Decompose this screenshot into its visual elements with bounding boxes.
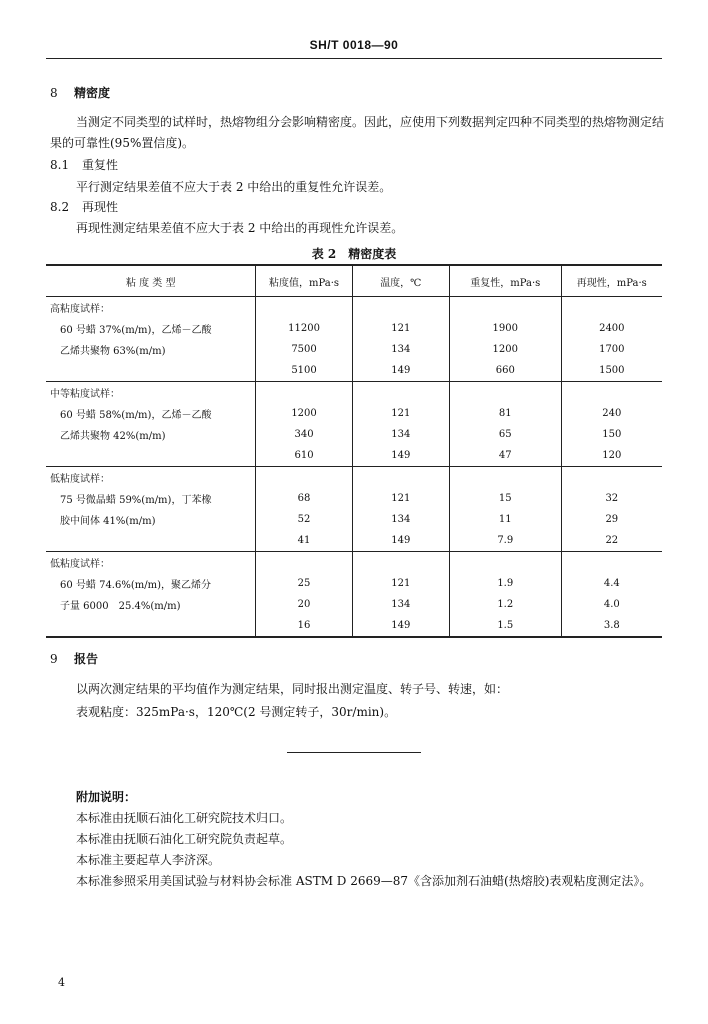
group-description [46, 360, 256, 382]
column-header-repeatability: 重复性，mPa·s [449, 265, 561, 297]
group-title: 高粘度试样： [50, 304, 110, 315]
table-row [46, 509, 662, 530]
section-9-example: 表观粘度：325mPa·s，120℃(2 号测定转子，30r/min)。 [76, 705, 397, 719]
temperature-cell: 149 [352, 445, 449, 467]
reproducibility-cell: 2400 [561, 318, 662, 339]
section-8-heading [50, 84, 110, 101]
table-row [46, 339, 662, 360]
subsection-8-1-heading [50, 156, 118, 173]
repeatability-cell: 660 [449, 360, 561, 382]
temperature-cell: 134 [352, 509, 449, 530]
group-title: 低粘度试样： [50, 474, 110, 485]
column-header-viscosity: 粘度值，mPa·s [256, 265, 352, 297]
section-9-text: 以两次测定结果的平均值作为测定结果，同时报出测定温度、转子号、转速，如： [76, 682, 509, 696]
table-caption: 表 2 精密度表 [311, 247, 397, 261]
reproducibility-cell: 240 [561, 403, 662, 424]
temperature-cell: 149 [352, 360, 449, 382]
table-row [46, 594, 662, 615]
notes-divider [287, 752, 421, 753]
section-8-title: 精密度 [74, 86, 111, 100]
group-description: 60 号蜡 37%(m/m)，乙烯－乙酸 [60, 325, 212, 336]
reproducibility-cell: 150 [561, 424, 662, 445]
viscosity-cell: 340 [256, 424, 352, 445]
column-header-temperature: 温度，℃ [352, 265, 449, 297]
reproducibility-cell: 1700 [561, 339, 662, 360]
subsection-8-1-title: 重复性 [82, 158, 119, 172]
group-description: 60 号蜡 58%(m/m)，乙烯－乙酸 [60, 410, 212, 421]
group-title-row [46, 382, 662, 404]
column-header-type: 粘 度 类 型 [46, 265, 256, 297]
table-row [46, 403, 662, 424]
subsection-8-2-heading [50, 198, 118, 215]
reproducibility-cell: 3.8 [561, 615, 662, 637]
running-header: SH/T 0018—90 [309, 38, 399, 52]
section-8-intro: 当测定不同类型的试样时，热熔物组分会影响精密度。因此，应使用下列数据判定四种不同类型的热熔物测定结果的可靠性(95%置信度)。 [50, 115, 665, 150]
table-row [46, 424, 662, 445]
notes-title: 附加说明： [76, 790, 137, 804]
table-row [46, 445, 662, 467]
reproducibility-cell: 22 [561, 530, 662, 552]
viscosity-cell: 11200 [256, 318, 352, 339]
reproducibility-cell: 1500 [561, 360, 662, 382]
repeatability-cell: 1200 [449, 339, 561, 360]
group-title-row [46, 552, 662, 574]
repeatability-cell: 1.2 [449, 594, 561, 615]
group-description: 60 号蜡 74.6%(m/m)，聚乙烯分 [60, 580, 211, 591]
viscosity-cell: 25 [256, 573, 352, 594]
viscosity-cell: 5100 [256, 360, 352, 382]
temperature-cell: 134 [352, 339, 449, 360]
group-description [46, 615, 256, 637]
notes-line: 本标准参照采用美国试验与材料协会标准 ASTM D 2669—87《含添加剂石油蜡(热熔胶)表观粘度测定法》。 [76, 874, 652, 888]
repeatability-cell: 11 [449, 509, 561, 530]
reproducibility-cell: 120 [561, 445, 662, 467]
repeatability-cell: 15 [449, 488, 561, 509]
column-header-reproducibility: 再现性，mPa·s [561, 265, 662, 297]
table-row [46, 573, 662, 594]
subsection-8-1-number: 8.1 [50, 158, 70, 172]
repeatability-cell: 65 [449, 424, 561, 445]
repeatability-cell: 1.5 [449, 615, 561, 637]
group-description: 胶中间体 41%(m/m) [60, 516, 156, 527]
reproducibility-cell: 29 [561, 509, 662, 530]
section-8-number: 8 [50, 86, 58, 100]
reproducibility-cell: 4.0 [561, 594, 662, 615]
repeatability-cell: 7.9 [449, 530, 561, 552]
temperature-cell: 121 [352, 573, 449, 594]
subsection-8-2-number: 8.2 [50, 200, 70, 214]
subsection-8-2-text: 再现性测定结果差值不应大于表 2 中给出的再现性允许误差。 [76, 221, 404, 235]
table-row [46, 318, 662, 339]
temperature-cell: 149 [352, 530, 449, 552]
subsection-8-2-title: 再现性 [82, 200, 119, 214]
page-number: 4 [58, 976, 65, 989]
viscosity-cell: 1200 [256, 403, 352, 424]
table-header-row [46, 265, 662, 297]
group-description [46, 530, 256, 552]
viscosity-cell: 7500 [256, 339, 352, 360]
temperature-cell: 121 [352, 318, 449, 339]
table-row [46, 488, 662, 509]
group-title: 低粘度试样： [50, 559, 110, 570]
temperature-cell: 121 [352, 488, 449, 509]
group-description: 乙烯共聚物 63%(m/m) [60, 346, 166, 357]
section-9-title: 报告 [74, 652, 99, 666]
section-9-number: 9 [50, 652, 58, 666]
section-9-heading [50, 650, 98, 667]
notes-line: 本标准主要起草人李济深。 [76, 853, 221, 867]
temperature-cell: 134 [352, 594, 449, 615]
notes-line: 本标准由抚顺石油化工研究院技术归口。 [76, 811, 293, 825]
table-row [46, 615, 662, 637]
notes-line: 本标准由抚顺石油化工研究院负责起草。 [76, 832, 293, 846]
group-description: 乙烯共聚物 42%(m/m) [60, 431, 166, 442]
viscosity-cell: 20 [256, 594, 352, 615]
viscosity-cell: 68 [256, 488, 352, 509]
temperature-cell: 121 [352, 403, 449, 424]
group-title-row [46, 297, 662, 319]
group-title: 中等粘度试样： [50, 389, 120, 400]
viscosity-cell: 16 [256, 615, 352, 637]
repeatability-cell: 81 [449, 403, 561, 424]
subsection-8-1-text: 平行测定结果差值不应大于表 2 中给出的重复性允许误差。 [76, 180, 392, 194]
temperature-cell: 149 [352, 615, 449, 637]
group-description [46, 445, 256, 467]
group-title-row [46, 467, 662, 489]
header-rule [46, 58, 662, 59]
temperature-cell: 134 [352, 424, 449, 445]
repeatability-cell: 47 [449, 445, 561, 467]
viscosity-cell: 52 [256, 509, 352, 530]
viscosity-cell: 610 [256, 445, 352, 467]
viscosity-cell: 41 [256, 530, 352, 552]
table-row [46, 360, 662, 382]
group-description: 75 号微晶蜡 59%(m/m)，丁苯橡 [60, 495, 212, 506]
precision-table [46, 264, 662, 638]
repeatability-cell: 1.9 [449, 573, 561, 594]
repeatability-cell: 1900 [449, 318, 561, 339]
table-row [46, 530, 662, 552]
reproducibility-cell: 4.4 [561, 573, 662, 594]
group-description: 子量 6000 25.4%(m/m) [60, 601, 181, 612]
reproducibility-cell: 32 [561, 488, 662, 509]
